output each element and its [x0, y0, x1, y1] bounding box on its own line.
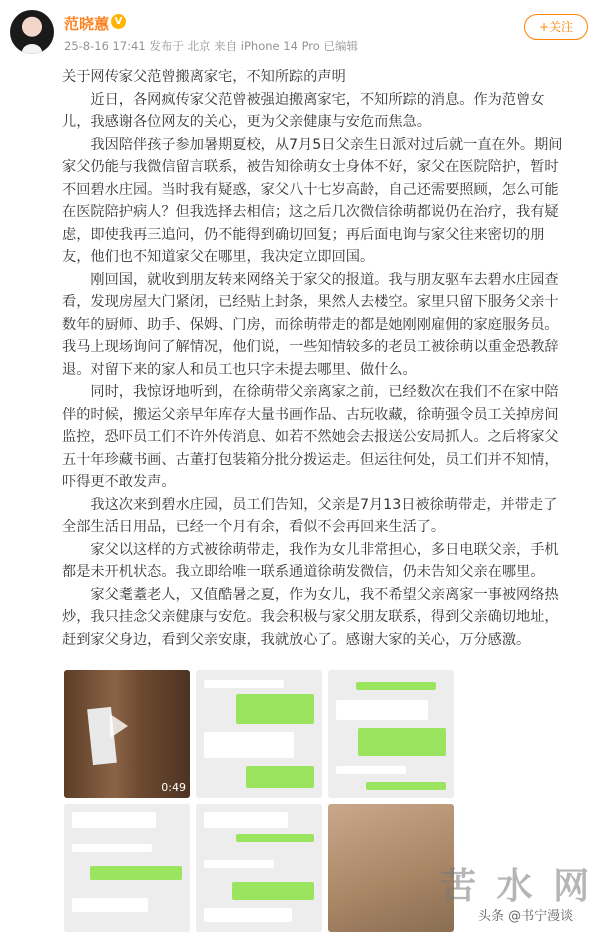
post-meta: 25-8-16 17:41 发布于 北京 来自 iPhone 14 Pro 已编辑 — [64, 39, 358, 53]
paragraph-5: 我这次来到碧水庄园，员工们告知，父亲是7月13日被徐萌带走，并带走了全部生活日用品，已经一个月有余，看似不会再回来生活了。 — [62, 496, 558, 535]
chat-screenshot-2[interactable] — [196, 670, 322, 798]
chat-screenshot-4[interactable] — [64, 804, 190, 932]
verified-badge-icon: V — [111, 14, 126, 29]
chat-screenshot-5[interactable] — [196, 804, 322, 932]
paragraph-1: 近日，各网疯传家父范曾被强迫搬离家宅，不知所踪的消息。作为范曾女儿，我感谢各位网友的关心，更为父亲健康与安危而焦急。 — [62, 91, 545, 130]
video-thumbnail[interactable] — [64, 670, 190, 798]
paragraph-2: 我因陪伴孩子参加暑期夏校，从7月5日父亲生日派对过后就一直在外。期间家父仍能与我微信留言联系，被告知徐萌女士身体不好，家父在医院陪护，暂时不回碧水庄园。当时我有疑惑，家父八十七岁高龄，自己还需要照顾，怎么可能在医院陪护病人？但我选择去相信；这之后几次微信徐萌都说仍在治疗，我有疑虑，即使我再三追问，仍不能得到确切回复；再后面电询与家父往来密切的朋友，他们也不知道家父在哪里，我决定立即回国。 — [62, 136, 563, 265]
image-grid — [64, 670, 454, 932]
follow-button[interactable]: +关注 — [524, 14, 588, 40]
photo-room[interactable] — [328, 804, 454, 932]
paragraph-4: 同时，我惊讶地听到，在徐萌带父亲离家之前，已经数次在我们不在家中陪伴的时候，搬运父亲早年库存大量书画作品、古玩收藏，徐萌强令员工关掉房间监控，恐吓员工们不许外传消息、如若不然她会去报送公安局抓人。之后将家父五十年珍藏书画、古董打包装箱分批分拨运走。但运往何处，员工们并不知情，吓得更不敢发声。 — [62, 384, 559, 490]
paragraph-3: 刚回国，就收到朋友转来网络关于家父的报道。我与朋友驱车去碧水庄园查看，发现房屋大门紧闭，已经贴上封条，果然人去楼空。家里只留下服务父亲十数年的厨师、助手、保姆、门房，而徐萌带走的都是她刚刚雇佣的家庭服务员。我马上现场询问了解情况，他们说，一些知情较多的老员工被徐萌以重金恐教辞退。对留下来的家人和员工也只字未提去哪里、做什么。 — [62, 271, 559, 378]
video-duration: 0:49 — [161, 781, 186, 794]
source-watermark: 头条 @书宁漫谈 — [478, 909, 574, 924]
play-icon[interactable] — [110, 714, 128, 738]
paragraph-7: 家父耄耋老人，又值酷暑之夏，作为女儿，我不希望父亲离家一事被网络热炒，我只挂念父亲健康与安危。我会积极与家父朋友联系，得到父亲确切地址，赶到家父身边，看到父亲安康，我就放心了。感谢大家的关心，万分感激。 — [62, 586, 559, 648]
post-title: 关于网传家父范曾搬离家宅，不知所踪的声明 — [62, 69, 346, 85]
chat-screenshot-3[interactable] — [328, 670, 454, 798]
post-header — [0, 0, 600, 62]
site-watermark: 苦 水 网 — [440, 866, 594, 907]
avatar[interactable] — [10, 10, 54, 54]
paragraph-6: 家父以这样的方式被徐萌带走，我作为女儿非常担心，多日电联父亲，手机都是未开机状态。我立即给唯一联系通道徐萌发微信，仍未告知父亲在哪里。 — [62, 541, 559, 580]
author-name[interactable]: 范晓蕙 — [64, 15, 110, 33]
post-body — [62, 66, 568, 651]
